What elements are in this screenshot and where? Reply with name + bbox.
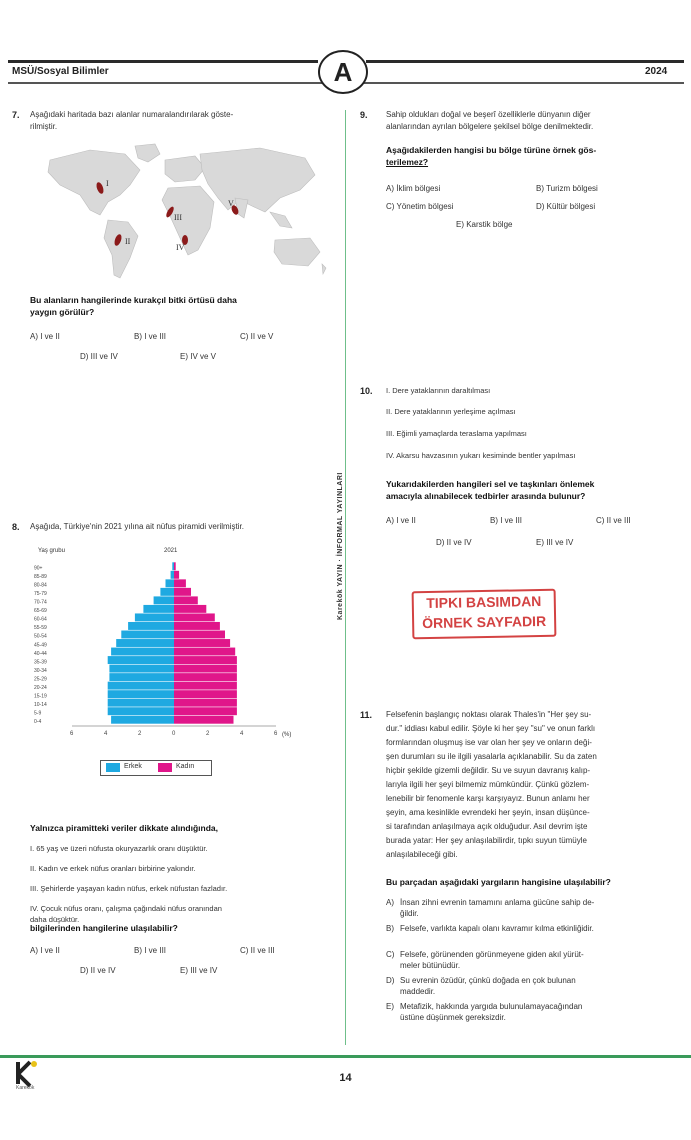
- q7-option-e[interactable]: E) IV ve V: [180, 352, 217, 361]
- pyramid-bar-erkek: [143, 605, 174, 613]
- q8-option-c[interactable]: C) II ve III: [240, 946, 275, 955]
- pyramid-age-label: 90+: [34, 565, 43, 572]
- pyramid-age-label: 35-39: [34, 659, 47, 666]
- q10-item-4: IV. Akarsu havzasının yukarı kesiminde bentler yapılması: [386, 451, 576, 460]
- q7-option-d[interactable]: D) III ve IV: [80, 352, 118, 361]
- pyramid-bar-erkek: [108, 690, 174, 698]
- legend-erkek-label: Erkek: [124, 763, 142, 770]
- stamp-line1: TIPKI BASIMDAN: [426, 592, 542, 612]
- pyramid-bar-kadin: [174, 571, 179, 579]
- pyramid-bar-erkek: [166, 579, 175, 587]
- q9-option-d[interactable]: D) Kültür bölgesi: [536, 202, 596, 211]
- pyramid-bar-erkek: [121, 631, 174, 639]
- pyramid-age-label: 75-79: [34, 591, 47, 598]
- pyramid-x-tick: 6: [274, 731, 278, 737]
- q11-paragraph-line: formlarından oluşmuş ise var olan her şey ve onların deği-: [386, 738, 592, 747]
- booklet-badge: A: [318, 50, 368, 94]
- pyramid-x-tick: 4: [104, 731, 108, 737]
- q7-question-l2: yaygın görülür?: [30, 307, 95, 317]
- q10-option-c[interactable]: C) II ve III: [596, 516, 631, 525]
- pyramid-bar-kadin: [174, 656, 237, 664]
- q11-paragraph-line: larıyla ilgili her şeyi bilmemiz mümkündür. Çünkü gözlem-: [386, 780, 590, 789]
- pyramid-age-label: 25-29: [34, 676, 47, 683]
- pyramid-bar-erkek: [160, 588, 174, 596]
- q8-option-d[interactable]: D) II ve IV: [80, 966, 116, 975]
- pyramid-bar-kadin: [174, 648, 235, 656]
- q9-question-l2: terilemez?: [386, 157, 429, 167]
- pyramid-x-tick: 2: [206, 731, 210, 737]
- map-label-3: III: [174, 213, 182, 222]
- q10-item-3: III. Eğimli yamaçlarda teraslama yapılması: [386, 429, 527, 438]
- q9-number: 9.: [360, 110, 368, 120]
- q11-paragraph-line: dur." iddiası kabul edilir. Şöyle ki her şey "su" ve onun farklı: [386, 724, 596, 733]
- q8-number: 8.: [12, 522, 20, 532]
- population-pyramid: [30, 538, 310, 778]
- q8-item-3: III. Şehirlerde yaşayan kadın nüfus, erkek nüfustan fazladır.: [30, 884, 228, 893]
- q11-option-text: Metafizik, hakkında yargıda bulunulamayacağından: [400, 1002, 583, 1011]
- q9-option-b[interactable]: B) Turizm bölgesi: [536, 184, 598, 193]
- q7-option-a[interactable]: A) I ve II: [30, 332, 60, 341]
- pyramid-bar-erkek: [108, 707, 174, 715]
- vertical-brand: Karekök YAYIN · İNFORMAL YAYINLARI: [337, 472, 344, 620]
- q7-number: 7.: [12, 110, 20, 120]
- pyramid-bar-erkek: [108, 682, 174, 690]
- q11-paragraph-line: anlaşılabileceği gibi.: [386, 850, 458, 859]
- q11-paragraph-line: şeyin, ama kesinlikle evrendeki her şeyin, insan düşünce-: [386, 808, 590, 817]
- q11-option-text-cont: meler bütünüdür.: [400, 961, 461, 970]
- pyramid-bar-kadin: [174, 596, 198, 604]
- pyramid-bar-erkek: [171, 571, 174, 579]
- pyramid-age-label: 70-74: [34, 599, 47, 606]
- pyramid-age-label: 80-84: [34, 582, 47, 589]
- pyramid-x-tick: 4: [240, 731, 244, 737]
- q7-option-b[interactable]: B) I ve III: [134, 332, 167, 341]
- map-label-4: IV: [176, 243, 185, 252]
- chart-title: 2021: [164, 548, 178, 554]
- q10-question-l2: amacıyla alınabilecek tedbirler arasında bulunur?: [386, 491, 586, 501]
- header-year: 2024: [645, 66, 668, 77]
- pyramid-bar-erkek: [154, 596, 174, 604]
- q11-option-text: İnsan zihni evrenin tamamını anlama gücüne sahip de-: [400, 898, 595, 907]
- legend-erkek-swatch: [106, 763, 120, 772]
- q8-item-1: I. 65 yaş ve üzeri nüfusta okuryazarlık oranı düşüktür.: [30, 844, 208, 853]
- legend-kadin-label: Kadın: [176, 763, 195, 770]
- q9-option-c[interactable]: C) Yönetim bölgesi: [386, 202, 454, 211]
- q9-option-a[interactable]: A) İklim bölgesi: [386, 184, 441, 193]
- q11-paragraph-line: hiçbir şekilde gizemli değildir. Su ve suyun davranış kalıp-: [386, 766, 591, 775]
- pyramid-bar-kadin: [174, 639, 230, 647]
- pyramid-bar-erkek: [109, 673, 174, 681]
- header-rule-left: [8, 60, 318, 63]
- column-divider: [345, 110, 346, 1045]
- pyramid-age-label: 15-19: [34, 693, 47, 700]
- q10-option-e[interactable]: E) III ve IV: [536, 538, 574, 547]
- pyramid-age-label: 20-24: [34, 684, 47, 691]
- pyramid-bar-kadin: [174, 699, 237, 707]
- pyramid-age-label: 10-14: [34, 701, 47, 708]
- pyramid-age-label: 0-4: [34, 719, 42, 725]
- pyramid-x-tick: 6: [70, 731, 74, 737]
- pyramid-bar-kadin: [174, 605, 206, 613]
- legend-kadin-swatch: [158, 763, 172, 772]
- pyramid-bar-kadin: [174, 613, 215, 621]
- sample-page-stamp: [412, 589, 557, 640]
- q8-option-b[interactable]: B) I ve III: [134, 946, 167, 955]
- world-map: [30, 140, 330, 290]
- q8-item-4b: daha düşüktür.: [30, 915, 80, 924]
- logo-text: Karekök: [16, 1085, 35, 1091]
- pyramid-age-label: 5-9: [34, 710, 42, 717]
- pyramid-bar-erkek: [109, 665, 174, 673]
- q8-item-2: II. Kadın ve erkek nüfus oranları birbirine yakındır.: [30, 864, 196, 873]
- pyramid-bar-kadin: [174, 622, 220, 630]
- pyramid-bar-kadin: [174, 707, 237, 715]
- pyramid-bar-kadin: [174, 562, 176, 570]
- pyramid-age-label: 65-69: [34, 608, 47, 615]
- q7-question-l1: Bu alanların hangilerinde kurakçıl bitki örtüsü daha: [30, 295, 237, 305]
- q9-question-l1: Aşağıdakilerden hangisi bu bölge türüne örnek gös-: [386, 145, 597, 155]
- q11-option-text: Felsefe, varlıkta kapalı olanı kavramır kılma etkinliğidir.: [400, 924, 594, 933]
- q8-conclusion: bilgilerinden hangilerine ulaşılabilir?: [30, 923, 178, 933]
- q10-item-1: I. Dere yataklarının daraltılması: [386, 386, 491, 395]
- q11-option-text-cont: üstüne düşünmek gereksizdir.: [400, 1013, 506, 1022]
- pyramid-bar-erkek: [108, 699, 174, 707]
- pyramid-x-tick: 2: [138, 731, 142, 737]
- pyramid-age-label: 85-89: [34, 574, 47, 581]
- stamp-line2: ÖRNEK SAYFADIR: [422, 612, 547, 632]
- pyramid-bar-erkek: [111, 716, 174, 724]
- q8-question: Yalnızca piramitteki veriler dikkate alındığında,: [30, 823, 219, 833]
- q11-option-letter: C): [386, 950, 395, 959]
- pyramid-bar-kadin: [174, 673, 237, 681]
- pyramid-bar-kadin: [174, 665, 237, 673]
- q11-option-letter: A): [386, 898, 394, 907]
- q8-option-e[interactable]: E) III ve IV: [180, 966, 218, 975]
- pyramid-age-label: 55-59: [34, 625, 47, 632]
- q10-option-a[interactable]: A) I ve II: [386, 516, 416, 525]
- q10-question-l1: Yukarıdakilerden hangileri sel ve taşkınları önlemek: [386, 479, 595, 489]
- pyramid-bar-erkek: [116, 639, 174, 647]
- pyramid-bar-erkek: [172, 562, 174, 570]
- q11-paragraph-line: si tarafından anlaşılmaya açık olduğudur. Asıl devrim işte: [386, 822, 588, 831]
- header-rule-right: [366, 60, 684, 63]
- pyramid-bar-erkek: [128, 622, 174, 630]
- q11-question: Bu parçadan aşağıdaki yargıların hangisine ulaşılabilir?: [386, 877, 611, 887]
- q10-item-2: II. Dere yataklarının yerleşime açılması: [386, 407, 516, 416]
- map-label-5: V: [228, 199, 234, 208]
- pyramid-x-tick: 0: [172, 731, 176, 737]
- pyramid-age-label: 50-54: [34, 633, 47, 640]
- q10-option-b[interactable]: B) I ve III: [490, 516, 523, 525]
- pyramid-bar-erkek: [108, 656, 174, 664]
- pyramid-age-label: 60-64: [34, 616, 47, 623]
- q11-paragraph-line: burada yatar: Her şey anlaşılabilirdir, tıpkı suyun tümüyle: [386, 836, 587, 845]
- map-label-1: I: [106, 179, 109, 188]
- chart-xlabel: (%): [282, 732, 292, 738]
- pyramid-bar-kadin: [174, 631, 225, 639]
- q10-number: 10.: [360, 386, 373, 396]
- pyramid-bar-kadin: [174, 690, 237, 698]
- page-number: 14: [339, 1072, 352, 1084]
- pyramid-bar-kadin: [174, 716, 234, 724]
- q11-option-text: Felsefe, görünenden görünmeyene giden akıl yürüt-: [400, 950, 584, 959]
- footer-rule: [0, 1055, 691, 1058]
- q9-line2: alanlarından ayrılan bölgelere şekilsel bölge denilmektedir.: [386, 122, 594, 131]
- map-label-2: II: [125, 237, 131, 246]
- pyramid-age-label: 45-49: [34, 642, 47, 649]
- pyramid-bar-erkek: [111, 648, 174, 656]
- q11-paragraph-line: şen durumları su ile ilgili yasalarla açıklanabilir. Su da zaten: [386, 752, 597, 761]
- q11-option-text: Su evrenin özüdür, çünkü doğada en çok bulunan: [400, 976, 576, 985]
- q8-item-4: IV. Çocuk nüfus oranı, çalışma çağındaki nüfus oranından: [30, 904, 222, 913]
- q11-number: 11.: [360, 710, 373, 720]
- q8-intro: Aşağıda, Türkiye'nin 2021 yılına ait nüfus piramidi verilmiştir.: [30, 522, 244, 531]
- pyramid-bar-kadin: [174, 579, 186, 587]
- q11-option-letter: E): [386, 1002, 394, 1011]
- q7-line1: Aşağıdaki haritada bazı alanlar numaralandırılarak göste-: [30, 110, 234, 119]
- pyramid-bar-erkek: [135, 613, 174, 621]
- q11-option-text-cont: ğildir.: [400, 909, 419, 918]
- q9-option-e[interactable]: E) Karstik bölge: [456, 220, 513, 229]
- q8-option-a[interactable]: A) I ve II: [30, 946, 60, 955]
- chart-ylabel: Yaş grubu: [38, 548, 65, 554]
- pyramid-age-label: 30-34: [34, 667, 47, 674]
- pyramid-bar-kadin: [174, 682, 237, 690]
- q11-option-text-cont: maddedir.: [400, 987, 436, 996]
- q7-option-c[interactable]: C) II ve V: [240, 332, 274, 341]
- q10-option-d[interactable]: D) II ve IV: [436, 538, 472, 547]
- q7-line2: rilmiştir.: [30, 122, 58, 131]
- q11-paragraph-line: Felsefenin başlangıç noktası olarak Thales'in "Her şey su-: [386, 710, 592, 719]
- q11-option-letter: B): [386, 924, 394, 933]
- pyramid-bar-kadin: [174, 588, 191, 596]
- q11-option-letter: D): [386, 976, 395, 985]
- pyramid-age-label: 40-44: [34, 650, 47, 657]
- q9-line1: Sahip oldukları doğal ve beşerî özelliklerle dünyanın diğer: [386, 110, 591, 119]
- q11-paragraph-line: lenebilir bir fenomenle karşı karşıyayız. Bunun anlamı her: [386, 794, 590, 803]
- header-subject: MSÜ/Sosyal Bilimler: [12, 66, 109, 77]
